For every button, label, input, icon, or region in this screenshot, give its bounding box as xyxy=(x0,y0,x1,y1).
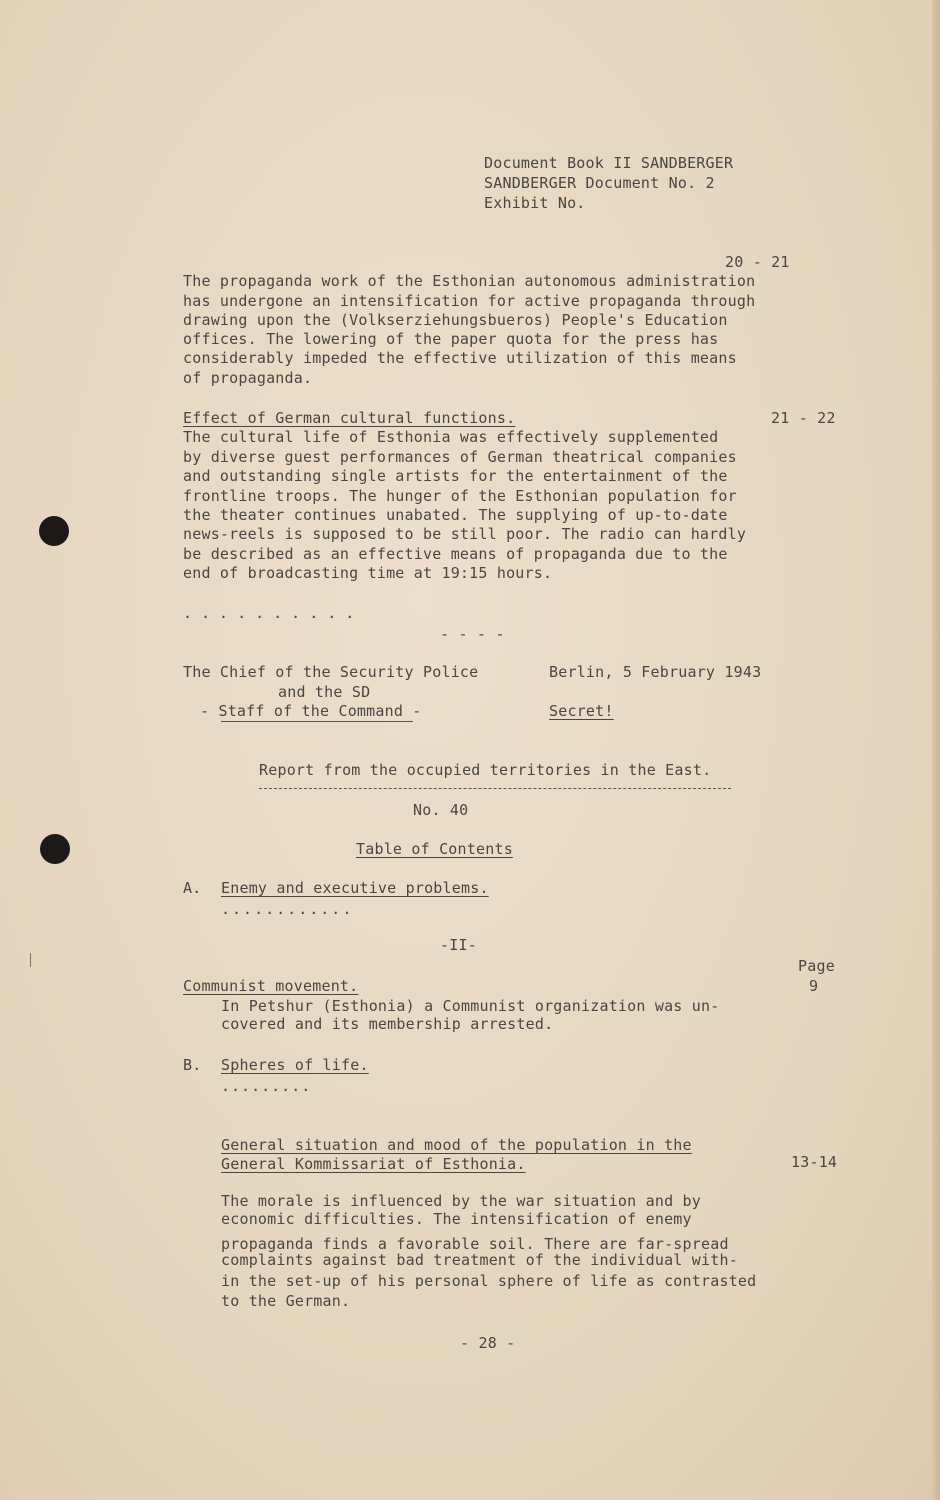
section2-line: be described as an effective means of propaganda due to the xyxy=(183,545,728,563)
punch-hole-top xyxy=(39,516,69,546)
sender-line2: and the SD xyxy=(278,683,371,701)
section2-heading: Effect of German cultural functions. xyxy=(183,409,516,427)
section2-line: news-reels is supposed to be still poor. The radio can hardly xyxy=(183,525,747,543)
general-situation-line: economic difficulties. The intensification of enemy xyxy=(221,1210,692,1228)
sectionA-dots: ............ xyxy=(221,900,354,918)
general-situation-heading-line2: General Kommissariat of Esthonia. xyxy=(221,1155,526,1173)
section2-line: The cultural life of Esthonia was effectively supplemented xyxy=(183,428,719,446)
report-number: No. 40 xyxy=(413,801,469,819)
classification: Secret! xyxy=(549,702,614,720)
communist-movement-page: 9 xyxy=(809,977,819,995)
sectionA-title: Enemy and executive problems. xyxy=(221,879,489,897)
communist-movement-heading: Communist movement. xyxy=(183,977,359,995)
place-date: Berlin, 5 February 1943 xyxy=(549,663,762,681)
page-edge xyxy=(932,0,940,1500)
page-number: - 28 - xyxy=(460,1334,516,1352)
header-document-number: SANDBERGER Document No. 2 xyxy=(484,174,715,192)
report-title: Report from the occupied territories in the East. xyxy=(259,761,712,779)
separator-dashes: - - - - xyxy=(440,625,505,643)
general-situation-line: propaganda finds a favorable soil. There are far-spread xyxy=(221,1235,729,1253)
sectionA-letter: A. xyxy=(183,879,202,897)
section1-page-ref: 20 - 21 xyxy=(725,253,790,271)
section1-line: The propaganda work of the Esthonian autonomous administration xyxy=(183,272,756,290)
section2-line: and outstanding single artists for the entertainment of the xyxy=(183,467,728,485)
section1-line: offices. The lowering of the paper quota for the press has xyxy=(183,330,719,348)
general-situation-line: in the set-up of his personal sphere of life as contrasted xyxy=(221,1272,757,1290)
communist-movement-line: In Petshur (Esthonia) a Communist organization was un- xyxy=(221,997,720,1015)
report-title-underline xyxy=(259,788,731,789)
section2-line: frontline troops. The hunger of the Esthonian population for xyxy=(183,487,737,505)
section1-line: has undergone an intensification for active propaganda through xyxy=(183,292,756,310)
general-situation-line: complaints against bad treatment of the individual with- xyxy=(221,1251,738,1269)
sectionB-dots: ......... xyxy=(221,1077,312,1095)
header-exhibit: Exhibit No. xyxy=(484,194,586,212)
section2-line: by diverse guest performances of German theatrical companies xyxy=(183,448,737,466)
sectionB-letter: B. xyxy=(183,1056,202,1074)
section2-page-ref: 21 - 22 xyxy=(771,409,836,427)
sender-line1: The Chief of the Security Police xyxy=(183,663,479,681)
general-situation-heading-line1: General situation and mood of the population in the xyxy=(221,1136,692,1154)
sectionA-roman: -II- xyxy=(440,936,477,954)
page-column-label: Page xyxy=(798,957,835,975)
general-situation-line: to the German. xyxy=(221,1292,351,1310)
general-situation-page: 13-14 xyxy=(791,1153,838,1171)
header-document-book: Document Book II SANDBERGER xyxy=(484,154,734,172)
sectionB-title: Spheres of life. xyxy=(221,1056,369,1074)
section2-line: the theater continues unabated. The supplying of up-to-date xyxy=(183,506,728,524)
staff-underline xyxy=(221,721,413,722)
section2-line: end of broadcasting time at 19:15 hours. xyxy=(183,564,553,582)
pencil-mark xyxy=(30,953,31,967)
section1-line: of propaganda. xyxy=(183,369,313,387)
section1-line: considerably impeded the effective utilization of this means xyxy=(183,349,737,367)
general-situation-line: The morale is influenced by the war situation and by xyxy=(221,1192,701,1210)
toc-heading: Table of Contents xyxy=(356,840,513,858)
punch-hole-bottom xyxy=(40,834,70,864)
sender-line3: - Staff of the Command - xyxy=(200,702,422,720)
communist-movement-line: covered and its membership arrested. xyxy=(221,1015,554,1033)
section1-line: drawing upon the (Volkserziehungsbueros) People's Education xyxy=(183,311,728,329)
separator-dots: .......... xyxy=(183,604,364,622)
